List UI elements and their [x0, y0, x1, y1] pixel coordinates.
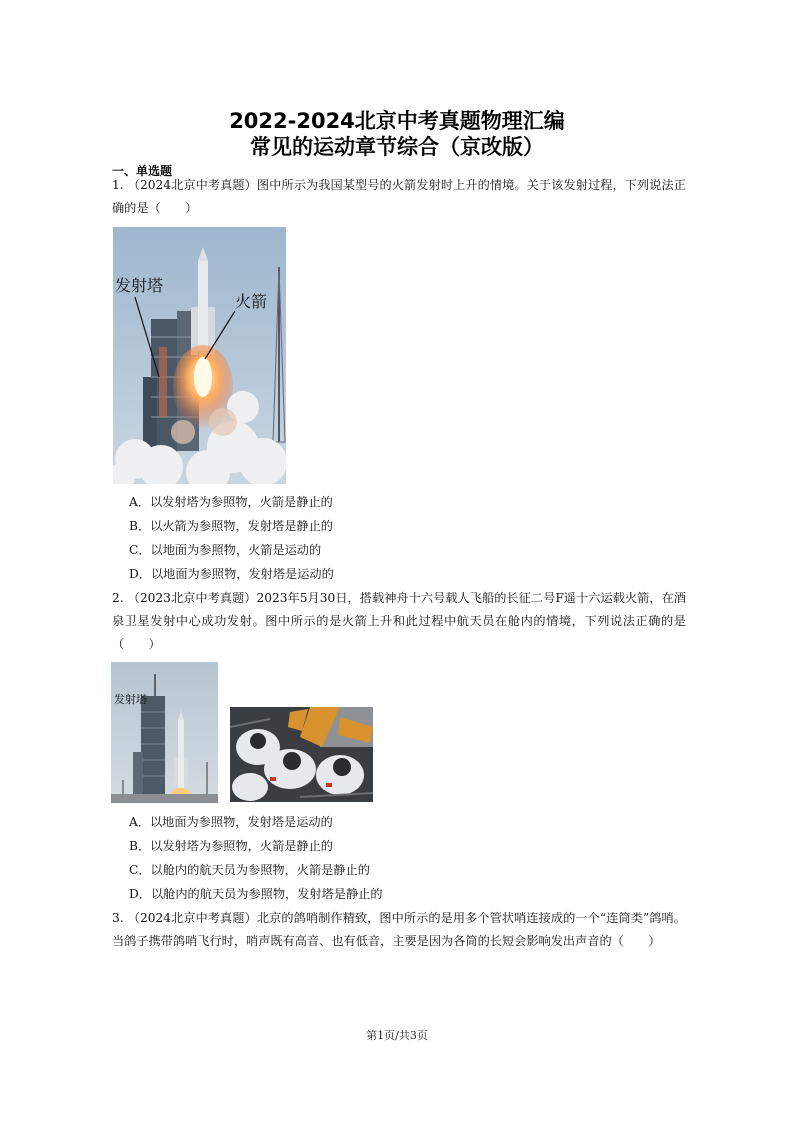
question-2 — [112, 587, 686, 656]
page-number: 第1页/共3页 — [366, 1029, 428, 1042]
question-2-stem: 2023年5月30日，搭载神舟十六号载人飞船的长征二号F遥十六运载火箭，在酒泉卫星发射中心成功发射。图中所示的是火箭上升和此过程中航天员在舱内的情境，下列说法正确的是（ ） — [112, 591, 686, 651]
question-1-option-b[interactable]: B．以火箭为参照物，发射塔是静止的 — [129, 519, 333, 533]
question-2-number: 2. — [112, 591, 124, 605]
question-2-astronauts-cabin-image — [230, 707, 373, 802]
question-1-option-d[interactable]: D．以地面为参照物，发射塔是运动的 — [129, 567, 334, 581]
image-label-launch-tower: 发射塔 — [115, 276, 164, 295]
question-2-launch-tower-image — [111, 662, 218, 803]
question-1-stem: 图中所示为我国某型号的火箭发射时上升的情境。关于该发射过程，下列说法正确的是（ ） — [112, 178, 686, 215]
question-1-option-c[interactable]: C．以地面为参照物，火箭是运动的 — [129, 543, 322, 557]
question-1-source: （2024北京中考真题） — [127, 178, 257, 192]
question-1-rocket-launch-image — [113, 227, 286, 484]
question-3-source: （2024北京中考真题） — [127, 911, 257, 925]
image-label-rocket: 火箭 — [235, 292, 268, 311]
question-3 — [112, 907, 686, 953]
question-3-number: 3. — [112, 911, 124, 925]
question-2-option-a[interactable]: A．以地面为参照物，发射塔是运动的 — [129, 815, 333, 829]
question-2-option-c[interactable]: C．以舱内的航天员为参照物，火箭是静止的 — [129, 863, 370, 877]
question-2-source: （2023北京中考真题） — [127, 591, 257, 605]
question-1-number: 1. — [112, 178, 124, 192]
image-label-launch-tower-2: 发射塔 — [114, 693, 147, 706]
question-2-option-b[interactable]: B．以发射塔为参照物，火箭是静止的 — [129, 839, 333, 853]
document-title-line-2: 常见的运动章节综合（京改版） — [250, 135, 544, 159]
question-1 — [112, 174, 686, 220]
question-1-option-a[interactable]: A．以发射塔为参照物，火箭是静止的 — [129, 495, 333, 509]
section-heading: 一、单选题 — [112, 164, 173, 178]
question-3-stem: 北京的鸽哨制作精致，图中所示的是用多个管状哨连接成的一个“连筒类”鸽哨。当鸽子携带鸽哨飞行时，哨声既有高音、也有低音，主要是因为各筒的长短会影响发出声音的（ ） — [112, 911, 686, 948]
question-2-option-d[interactable]: D．以舱内的航天员为参照物，发射塔是静止的 — [129, 887, 383, 901]
document-title-line-1: 2022-2024北京中考真题物理汇编 — [229, 109, 565, 133]
